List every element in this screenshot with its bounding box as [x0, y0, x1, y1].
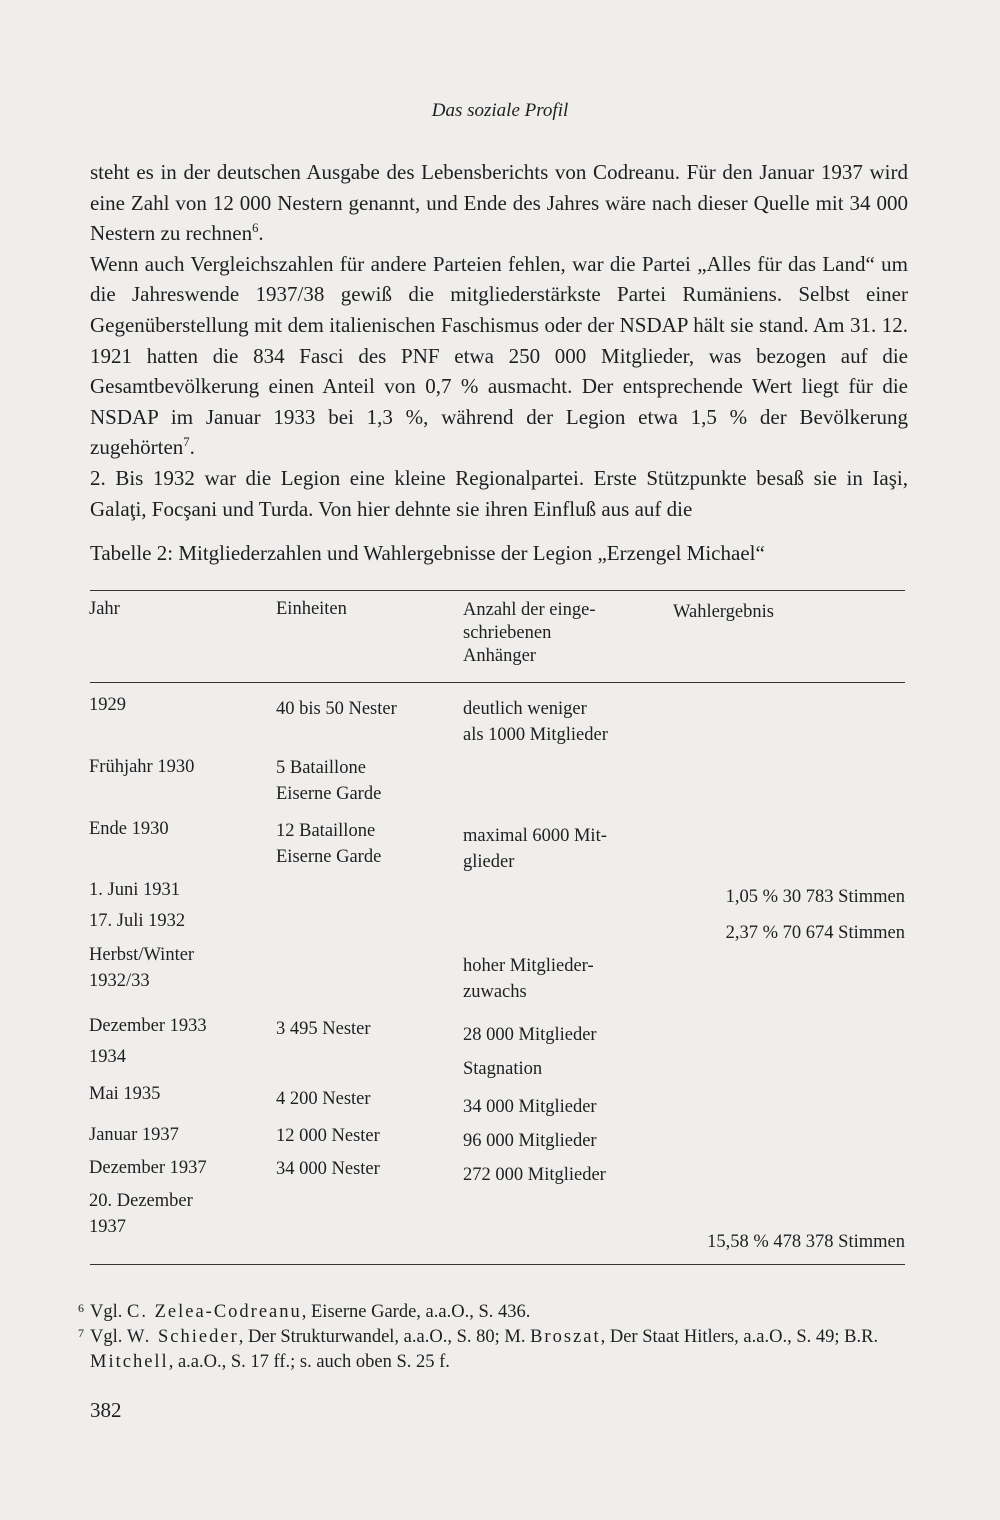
cell-jahr: Dezember 1933	[89, 1016, 207, 1036]
cell-einheiten: 5 Bataillone Eiserne Garde	[276, 758, 382, 804]
cell-einheiten: 34 000 Nester	[276, 1159, 380, 1179]
cell-jahr: 1929	[89, 695, 126, 715]
cell-wahlergebnis: 2,37 % 70 674 Stimmen	[725, 923, 905, 943]
cell-wahlergebnis: 1,05 % 30 783 Stimmen	[725, 887, 905, 907]
table-bottom-rule	[90, 1264, 905, 1265]
footnote-marker[interactable]: 7	[183, 435, 190, 450]
cell-jahr: Dezember 1937	[89, 1158, 207, 1178]
table-header-anzahl: Anzahl der einge- schriebenen Anhänger	[463, 600, 596, 666]
table-caption: Tabelle 2: Mitgliederzahlen und Wahlergebnisse der Legion „Erzengel Michael“	[90, 541, 765, 565]
cell-anzahl: 28 000 Mitglieder	[463, 1025, 597, 1045]
table-header-jahr: Jahr	[89, 599, 120, 619]
footnote-number: 7	[78, 1326, 84, 1340]
cell-anzahl: 272 000 Mitglieder	[463, 1165, 606, 1185]
cell-jahr: 20. Dezember 1937	[89, 1191, 193, 1237]
cell-jahr: Frühjahr 1930	[89, 757, 195, 777]
cell-einheiten: 12 Bataillone Eiserne Garde	[276, 821, 382, 867]
footnote: 6 Vgl. C. Zelea-Codreanu, Eiserne Garde, a.a.O., S. 436.	[90, 1300, 908, 1325]
page-number: 382	[90, 1398, 122, 1422]
cell-wahlergebnis: 15,58 % 478 378 Stimmen	[707, 1232, 905, 1252]
cell-anzahl: deutlich weniger als 1000 Mitglieder	[463, 699, 608, 745]
cell-einheiten: 12 000 Nester	[276, 1126, 380, 1146]
footnote-marker[interactable]: 6	[252, 221, 259, 236]
cell-anzahl: Stagnation	[463, 1059, 543, 1079]
paragraph: 2. Bis 1932 war die Legion eine kleine Regionalpartei. Erste Stützpunkte besaß sie in Iaşi, Galaţi, Focşani und Turda. Von hier dehnte sie ihren Einfluß aus auf die	[90, 465, 908, 521]
cell-anzahl: 34 000 Mitglieder	[463, 1097, 597, 1117]
table-top-rule	[90, 590, 905, 591]
footnotes	[78, 1300, 908, 1375]
body-text	[90, 157, 908, 524]
running-head: Das soziale Profil	[431, 100, 569, 121]
cell-jahr: Ende 1930	[89, 819, 169, 839]
cell-anzahl: hoher Mitglieder- zuwachs	[463, 956, 594, 1002]
footnote: 7 Vgl. W. Schieder, Der Strukturwandel, a.a.O., S. 80; M. Broszat, Der Staat Hitlers, a.a.O., S. 49; B.R. Mitchell, a.a.O., S. 17 ff.; s. auch oben S. 25 f.	[90, 1325, 908, 1375]
cell-jahr: 17. Juli 1932	[89, 911, 186, 931]
cell-jahr: 1934	[89, 1047, 126, 1067]
cell-einheiten: 3 495 Nester	[276, 1019, 371, 1039]
table-header-rule	[90, 682, 905, 683]
cell-jahr: 1. Juni 1931	[89, 880, 180, 900]
cell-einheiten: 40 bis 50 Nester	[276, 699, 397, 719]
cell-anzahl: maximal 6000 Mit- glieder	[463, 826, 607, 872]
cell-jahr: Mai 1935	[89, 1084, 161, 1104]
paragraph: steht es in der deutschen Ausgabe des Lebensberichts von Codreanu. Für den Januar 1937 wird eine Zahl von 12 000 Nestern genannt, und Ende des Jahres wäre nach dieser Quelle mit 34 000 Nestern zu rechnen$^6$.	[90, 160, 908, 246]
table-header-einheiten: Einheiten	[276, 599, 347, 619]
footnote-number: 6	[78, 1301, 84, 1315]
table-header-wahlergebnis: Wahlergebnis	[673, 602, 774, 622]
cell-einheiten: 4 200 Nester	[276, 1089, 371, 1109]
cell-jahr: Januar 1937	[89, 1125, 179, 1145]
cell-anzahl: 96 000 Mitglieder	[463, 1131, 597, 1151]
paragraph: Wenn auch Vergleichszahlen für andere Parteien fehlen, war die Partei „Alles für das Land“ um die Jahreswende 1937/38 gewiß die mitgliederstärkste Partei Rumäniens. Selbst einer Gegenüberstellung mit dem italienischen Faschismus oder der NSDAP hält sie stand. Am 31. 12. 1921 hatten die 834 Fasci des PNF etwa 250 000 Mitglieder, was bezogen auf die Gesamtbevölkerung einen Anteil von 0,7 % ausmacht. Der entsprechende Wert liegt für die NSDAP im Januar 1933 bei 1,3 %, während der Legion etwa 1,5 % der Bevölkerung zugehörten$^7$.	[90, 251, 908, 460]
cell-jahr: Herbst/Winter 1932/33	[89, 945, 195, 991]
